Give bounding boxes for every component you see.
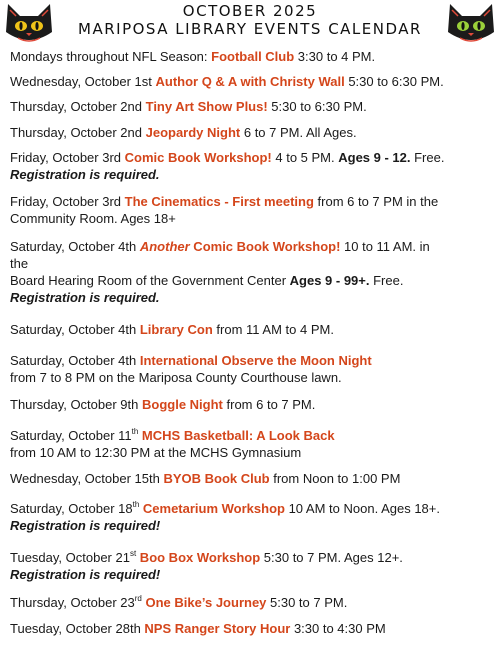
event-date: Saturday, October 18 xyxy=(10,501,133,516)
event-date: Mondays throughout NFL Season: xyxy=(10,49,212,64)
event-item xyxy=(10,73,492,90)
event-details: Community Room. Ages 18+ xyxy=(10,211,176,226)
date-ordinal: th xyxy=(131,426,139,436)
event-item xyxy=(10,396,492,413)
event-details: the xyxy=(10,256,29,271)
event-time: 5:30 to 6:30 PM. xyxy=(344,74,444,89)
event-title: Library Con xyxy=(139,322,213,337)
event-title: BYOB Book Club xyxy=(163,471,270,486)
event-title: Author Q & A with Christy Wall xyxy=(155,74,345,89)
registration-note: Registration is required! xyxy=(10,567,161,582)
event-date: Friday, October 3rd xyxy=(10,194,125,209)
event-item xyxy=(10,549,492,583)
event-time: from 6 to 7 PM. xyxy=(222,397,316,412)
event-item xyxy=(10,238,492,306)
event-item xyxy=(10,149,492,183)
black-cat-icon xyxy=(444,2,498,46)
page-header xyxy=(0,0,500,44)
event-time: 3:30 to 4 PM. xyxy=(294,49,376,64)
event-date: Saturday, October 4th xyxy=(10,322,140,337)
event-time: 10 to 11 AM. in xyxy=(340,239,430,254)
event-item xyxy=(10,500,492,534)
event-date: Thursday, October 2nd xyxy=(10,99,146,114)
event-time: 5:30 to 6:30 PM. xyxy=(267,99,367,114)
event-item xyxy=(10,352,492,386)
event-title: Tiny Art Show Plus! xyxy=(145,99,268,114)
event-date: Thursday, October 23 xyxy=(10,595,135,610)
event-title: Comic Book Workshop! xyxy=(124,150,272,165)
date-ordinal: rd xyxy=(134,593,142,603)
date-ordinal: st xyxy=(129,548,137,558)
event-title: Boo Box Workshop xyxy=(136,550,261,565)
event-title: The Cinematics - First meeting xyxy=(124,194,314,209)
event-date: Thursday, October 2nd xyxy=(10,125,146,140)
event-title: Jeopardy Night xyxy=(145,125,241,140)
event-details: from 7 to 8 PM on the Mariposa County Courthouse lawn. xyxy=(10,370,342,385)
calendar-title: MARIPOSA LIBRARY EVENTS CALENDAR xyxy=(78,20,422,38)
event-title: International Observe the Moon Night xyxy=(139,353,372,368)
event-item xyxy=(10,124,492,141)
registration-note: Registration is required. xyxy=(10,167,160,182)
event-cost: Free. xyxy=(410,150,445,165)
event-title: One Bike’s Journey xyxy=(141,595,267,610)
event-title: Football Club xyxy=(211,49,295,64)
event-date: Saturday, October 4th xyxy=(10,239,140,254)
event-time: 5:30 to 7 PM. Ages 12+. xyxy=(260,550,403,565)
event-date: Saturday, October 11 xyxy=(10,428,132,443)
event-time: 3:30 to 4:30 PM xyxy=(290,621,386,636)
event-ages: Ages 9 - 12. xyxy=(338,150,411,165)
event-date: Tuesday, October 28th xyxy=(10,621,145,636)
event-date: Wednesday, October 15th xyxy=(10,471,164,486)
event-item xyxy=(10,594,492,611)
calendar-month-title: OCTOBER 2025 xyxy=(182,2,318,20)
event-date: Wednesday, October 1st xyxy=(10,74,156,89)
event-title-emphasis: Another xyxy=(139,239,190,254)
event-date: Saturday, October 4th xyxy=(10,353,140,368)
event-time: from Noon to 1:00 PM xyxy=(269,471,401,486)
event-item xyxy=(10,193,492,227)
registration-note: Registration is required. xyxy=(10,290,160,305)
event-item xyxy=(10,48,492,65)
event-item xyxy=(10,321,492,338)
event-time: 5:30 to 7 PM. xyxy=(266,595,348,610)
event-cost: Free. xyxy=(369,273,404,288)
event-date: Friday, October 3rd xyxy=(10,150,125,165)
registration-note: Registration is required! xyxy=(10,518,161,533)
event-title: Cemetarium Workshop xyxy=(139,501,285,516)
event-ages: Ages 9 - 99+. xyxy=(289,273,370,288)
date-ordinal: th xyxy=(132,499,140,509)
event-item xyxy=(10,470,492,487)
event-item xyxy=(10,620,492,637)
event-item xyxy=(10,98,492,115)
event-item xyxy=(10,427,492,461)
event-title: MCHS Basketball: A Look Back xyxy=(138,428,335,443)
event-location: Board Hearing Room of the Government Center xyxy=(10,273,290,288)
event-time: 10 AM to Noon. Ages 18+. xyxy=(284,501,440,516)
event-title: NPS Ranger Story Hour xyxy=(144,621,291,636)
event-title: Boggle Night xyxy=(142,397,223,412)
event-date: Thursday, October 9th xyxy=(10,397,142,412)
event-title: Comic Book Workshop! xyxy=(189,239,341,254)
event-time: 4 to 5 PM. xyxy=(271,150,339,165)
event-date: Tuesday, October 21 xyxy=(10,550,130,565)
event-time: 6 to 7 PM. All Ages. xyxy=(240,125,357,140)
event-details: from 10 AM to 12:30 PM at the MCHS Gymnasium xyxy=(10,445,302,460)
event-time: from 11 AM to 4 PM. xyxy=(212,322,334,337)
event-time: from 6 to 7 PM in the xyxy=(313,194,439,209)
